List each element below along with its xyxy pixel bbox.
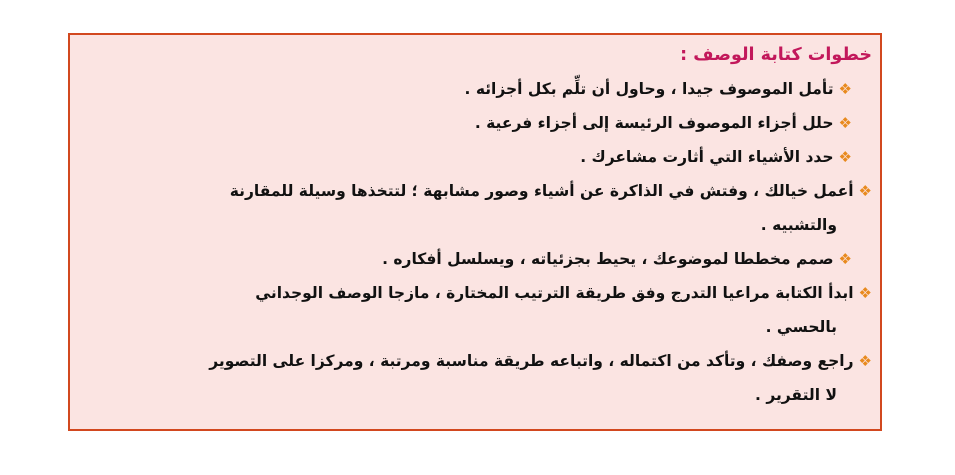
diamond-bullet-icon: ❖ bbox=[838, 250, 852, 268]
box-title: خطوات كتابة الوصف : bbox=[680, 45, 872, 65]
step-text: حلل أجزاء الموصوف الرئيسة إلى أجزاء فرعية . bbox=[474, 114, 834, 132]
step-item bbox=[80, 344, 872, 412]
step-continuation: بالحسي . bbox=[765, 318, 837, 336]
diamond-bullet-icon: ❖ bbox=[838, 114, 852, 132]
step-item bbox=[80, 276, 872, 344]
step-text: حدد الأشياء التي أثارت مشاعرك . bbox=[580, 148, 834, 166]
step-text: صمم مخططا لموضوعك ، يحيط بجزئياته ، ويسلسل أفكاره . bbox=[382, 250, 834, 268]
step-text: راجع وصفك ، وتأكد من اكتماله ، واتباعه طريقة مناسبة ومرتبة ، ومركزا على التصوير bbox=[209, 352, 854, 370]
step-item bbox=[80, 72, 872, 106]
step-continuation: لا التقرير . bbox=[755, 386, 837, 404]
diamond-bullet-icon: ❖ bbox=[858, 284, 872, 302]
steps-list bbox=[80, 72, 872, 412]
step-text: ابدأ الكتابة مراعيا التدرج وفق طريقة الترتيب المختارة ، مازجا الوصف الوجداني bbox=[255, 284, 854, 302]
step-text: أعمل خيالك ، وفتش في الذاكرة عن أشياء وصور مشابهة ؛ لتتخذها وسيلة للمقارنة bbox=[229, 182, 854, 200]
step-text: تأمل الموصوف جيدا ، وحاول أن تلِّم بكل أجزائه . bbox=[464, 80, 834, 98]
step-item bbox=[80, 140, 872, 174]
diamond-bullet-icon: ❖ bbox=[858, 352, 872, 370]
step-item bbox=[80, 242, 872, 276]
step-item bbox=[80, 174, 872, 242]
diamond-bullet-icon: ❖ bbox=[838, 148, 852, 166]
step-continuation: والتشبيه . bbox=[760, 216, 837, 234]
diamond-bullet-icon: ❖ bbox=[858, 182, 872, 200]
step-item bbox=[80, 106, 872, 140]
diamond-bullet-icon: ❖ bbox=[838, 80, 852, 98]
writing-steps-box bbox=[68, 33, 882, 431]
